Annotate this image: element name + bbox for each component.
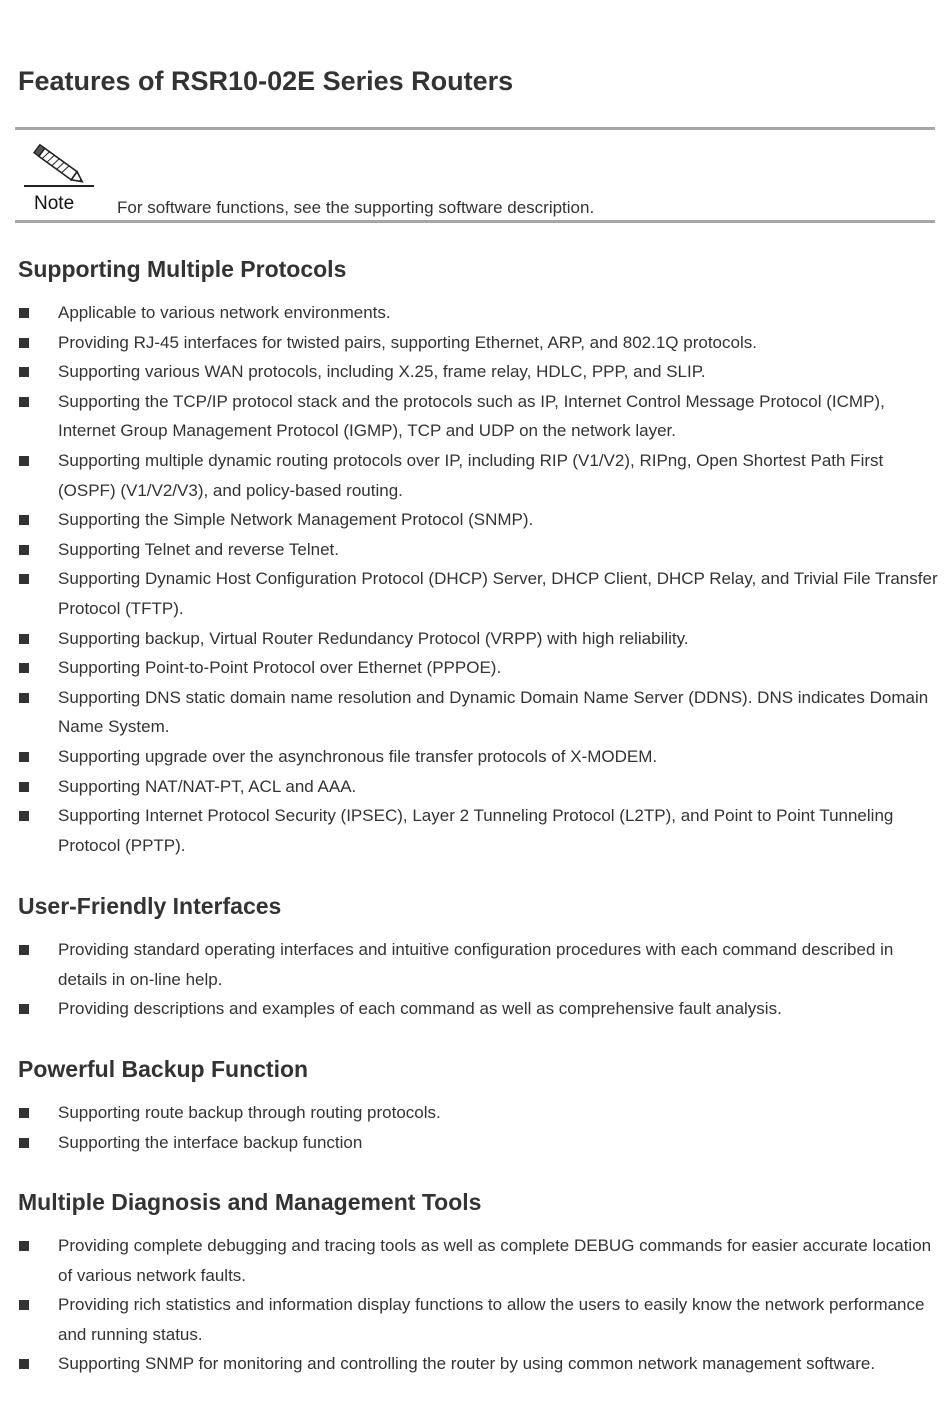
list-item-text: Supporting upgrade over the asynchronous file transfer protocols of X-MODEM. — [58, 746, 658, 766]
list-item-text: Supporting the Simple Network Management Protocol (SNMP). — [58, 510, 534, 530]
square-bullet-icon — [19, 1241, 29, 1251]
list-item — [0, 1128, 950, 1158]
list-item — [0, 564, 950, 623]
note-box — [15, 127, 935, 223]
section-heading-interfaces: User-Friendly Interfaces — [18, 893, 282, 919]
list-item — [0, 994, 950, 1024]
list-item — [0, 298, 950, 328]
square-bullet-icon — [19, 1108, 29, 1118]
list-item-text: Supporting multiple dynamic routing protocols over IP, including RIP (V1/V2), RIPng, Open Shortest Path First (OSPF) (V1/V2/V3), and policy-based routing. — [58, 450, 884, 500]
list-item — [0, 1349, 950, 1379]
square-bullet-icon — [19, 811, 29, 821]
bullet-list-backup — [0, 1098, 950, 1157]
list-item-text: Supporting SNMP for monitoring and controlling the router by using common network management software. — [58, 1354, 876, 1374]
list-item-text: Supporting Point-to-Point Protocol over Ethernet (PPPOE). — [58, 658, 502, 678]
list-item — [0, 683, 950, 742]
square-bullet-icon — [19, 945, 29, 955]
list-item-text: Supporting Internet Protocol Security (IPSEC), Layer 2 Tunneling Protocol (L2TP), and Point to Point Tunneling Protocol (PPTP). — [58, 806, 894, 855]
list-item-text: Supporting the TCP/IP protocol stack and the protocols such as IP, Internet Control Message Protocol (ICMP), Internet Group Management Protocol (IGMP), TCP and UDP on the network layer. — [58, 391, 885, 441]
note-underline — [24, 184, 96, 188]
list-item-text: Supporting various WAN protocols, including X.25, frame relay, HDLC, PPP, and SLIP. — [58, 362, 706, 382]
list-item-text: Supporting DNS static domain name resolution and Dynamic Domain Name Server (DDNS). DNS indicates Domain Name System. — [58, 687, 929, 737]
section-heading-backup: Powerful Backup Function — [18, 1056, 309, 1082]
note-label: Note — [34, 193, 75, 214]
list-item-text: Providing standard operating interfaces and intuitive configuration procedures with each command described in details in on-line help. — [58, 940, 894, 989]
square-bullet-icon — [19, 338, 29, 348]
list-item — [0, 535, 950, 565]
square-bullet-icon — [19, 663, 29, 673]
square-bullet-icon — [19, 693, 29, 703]
page-title: Features of RSR10-02E Series Routers — [18, 66, 514, 96]
list-item — [0, 505, 950, 535]
square-bullet-icon — [19, 752, 29, 762]
square-bullet-icon — [19, 1359, 29, 1369]
list-item — [0, 653, 950, 683]
list-item — [0, 1290, 950, 1349]
list-item-text: Supporting Telnet and reverse Telnet. — [58, 539, 340, 559]
square-bullet-icon — [19, 1300, 29, 1310]
list-item — [0, 935, 950, 994]
square-bullet-icon — [19, 397, 29, 407]
square-bullet-icon — [19, 782, 29, 792]
square-bullet-icon — [19, 515, 29, 525]
list-item-text: Applicable to various network environments. — [58, 303, 391, 322]
square-bullet-icon — [19, 456, 29, 466]
list-item — [0, 357, 950, 387]
list-item-text: Supporting Dynamic Host Configuration Protocol (DHCP) Server, DHCP Client, DHCP Relay, and Trivial File Transfer Protocol (TFTP). — [58, 569, 938, 618]
section-heading-diagnosis: Multiple Diagnosis and Management Tools — [18, 1189, 482, 1215]
list-item — [0, 1231, 950, 1290]
square-bullet-icon — [19, 1138, 29, 1148]
bullet-list-interfaces — [0, 935, 950, 1024]
list-item-text: Providing rich statistics and information display functions to allow the users to easily know the network performance and running status. — [58, 1295, 925, 1344]
list-item-text: Supporting backup, Virtual Router Redundancy Protocol (VRPP) with high reliability. — [58, 628, 689, 648]
list-item-text: Providing RJ-45 interfaces for twisted pairs, supporting Ethernet, ARP, and 802.1Q protocols. — [58, 332, 757, 352]
list-item — [0, 772, 950, 802]
list-item-text: Supporting route backup through routing protocols. — [58, 1103, 441, 1122]
list-item — [0, 387, 950, 446]
list-item — [0, 1098, 950, 1128]
square-bullet-icon — [19, 545, 29, 555]
square-bullet-icon — [19, 574, 29, 584]
note-text: For software functions, see the supporting software description. — [117, 198, 595, 217]
list-item-text: Providing descriptions and examples of each command as well as comprehensive fault analysis. — [58, 999, 782, 1019]
list-item-text: Providing complete debugging and tracing tools as well as complete DEBUG commands for easier accurate location of various network faults. — [58, 1236, 932, 1285]
list-item-text: Supporting the interface backup function — [58, 1132, 363, 1152]
bullet-list-protocols — [0, 298, 950, 860]
bullet-list-diagnosis — [0, 1231, 950, 1379]
list-item — [0, 742, 950, 772]
square-bullet-icon — [19, 367, 29, 377]
square-bullet-icon — [19, 1004, 29, 1014]
list-item — [0, 801, 950, 860]
square-bullet-icon — [19, 308, 29, 318]
section-heading-protocols: Supporting Multiple Protocols — [18, 256, 347, 282]
list-item — [0, 624, 950, 654]
square-bullet-icon — [19, 634, 29, 644]
list-item — [0, 328, 950, 358]
list-item — [0, 446, 950, 505]
list-item-text: Supporting NAT/NAT-PT, ACL and AAA. — [58, 776, 357, 796]
